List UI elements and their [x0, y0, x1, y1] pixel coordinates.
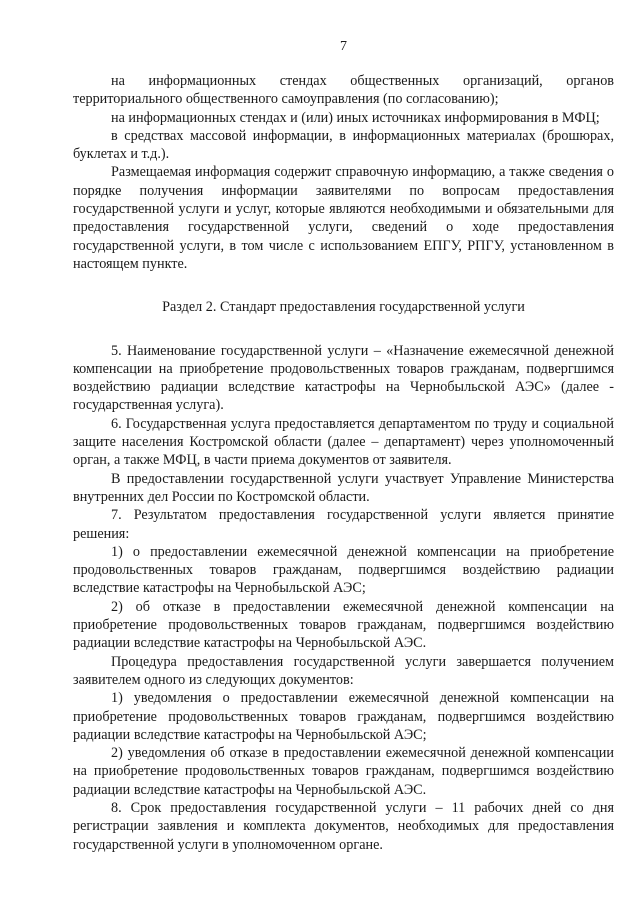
paragraph: 2) об отказе в предоставлении ежемесячной денежной компенсации на приобретение продовольственных товаров гражданам, подвергшимся воздействию радиации вследствие катастрофы на Чернобыльской АЭС.	[73, 598, 614, 652]
paragraph: 5. Наименование государственной услуги – «Назначение ежемесячной денежной компенсации на приобретение продовольственных товаров гражданам, подвергшимся воздействию радиации вследствие катастрофы на Чернобыльской АЭС» (далее - государственная услуга).	[73, 342, 614, 414]
section-title: Раздел 2. Стандарт предоставления государственной услуги	[162, 299, 525, 316]
page-number: 7	[340, 39, 347, 54]
paragraph: в средствах массовой информации, в информационных материалах (брошюрах, буклетах и т.д.).	[73, 127, 614, 163]
paragraph: В предоставлении государственной услуги участвует Управление Министерства внутренних дел России по Костромской области.	[73, 470, 614, 505]
paragraph: 8. Срок предоставления государственной услуги – 11 рабочих дней со дня регистрации заявления и комплекта документов, необходимых для предоставления государственной услуги в уполномоченном органе.	[73, 799, 614, 853]
paragraph: Процедура предоставления государственной услуги завершается получением заявителем одного из следующих документов:	[73, 653, 614, 688]
document-body	[73, 72, 614, 854]
paragraph: на информационных стендах и (или) иных источниках информирования в МФЦ;	[111, 109, 600, 126]
paragraph: 1) о предоставлении ежемесячной денежной компенсации на приобретение продовольственных товаров гражданам, подвергшимся воздействию радиации вследствие катастрофы на Чернобыльской АЭС;	[73, 543, 614, 597]
paragraph: 1) уведомления о предоставлении ежемесячной денежной компенсации на приобретение продовольственных товаров гражданам, подвергшимся воздействию радиации вследствие катастрофы на Чернобыльской АЭС;	[73, 690, 614, 743]
paragraph: 7. Результатом предоставления государственной услуги является принятие решения:	[73, 507, 614, 542]
paragraph: на информационных стендах общественных организаций, органов территориального общественного самоуправления (по согласованию);	[73, 73, 614, 108]
paragraph: 2) уведомления об отказе в предоставлении ежемесячной денежной компенсации на приобретение продовольственных товаров гражданам, подвергшимся воздействию радиации вследствие катастрофы на Чернобыльской АЭС.	[73, 745, 614, 798]
paragraph: Размещаемая информация содержит справочную информацию, а также сведения о порядке получения информации заявителями по вопросам предоставления государственной услуги и услуг, которые являются необходимыми и обязательными для предоставления государственной услуги, сведений о ходе предоставления государственной услуги, в том числе с использованием ЕПГУ, РПГУ, установленном в настоящем пункте.	[73, 164, 614, 272]
paragraph: 6. Государственная услуга предоставляется департаментом по труду и социальной защите населения Костромской области (далее – департамент) через уполномоченный орган, а также МФЦ, в части приема документов от заявителя.	[73, 415, 614, 469]
